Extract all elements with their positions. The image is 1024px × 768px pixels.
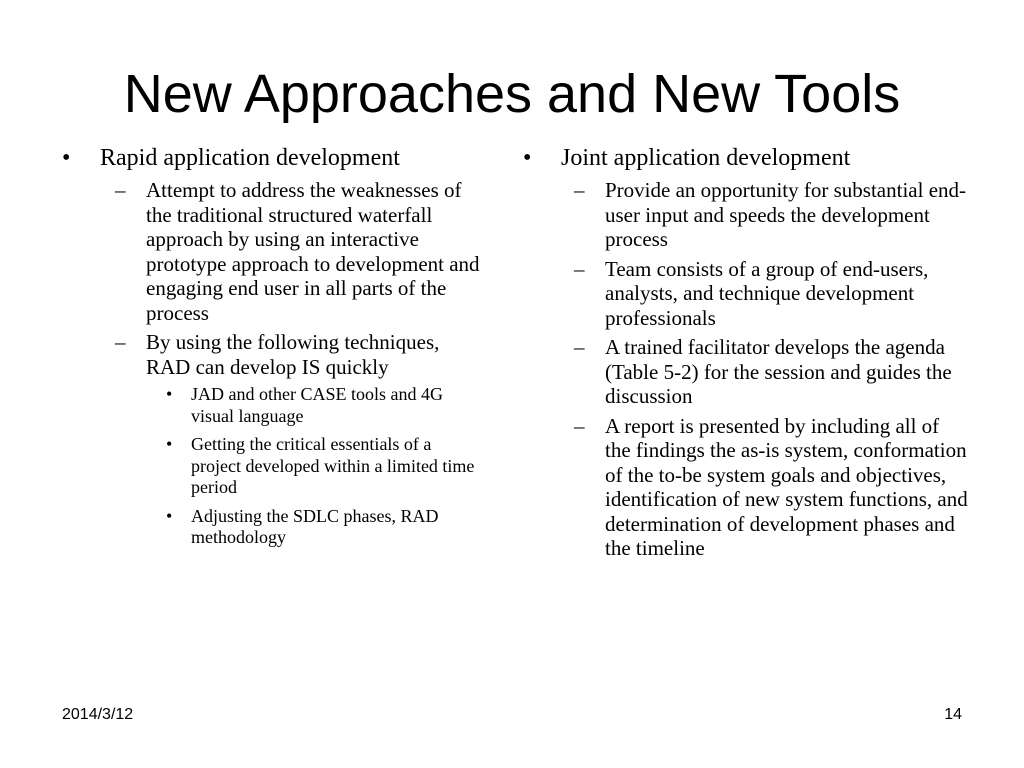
page-number: 14 xyxy=(944,706,962,723)
technique-text: Adjusting the SDLC phases, RAD methodology xyxy=(191,505,439,547)
rad-point-text: Attempt to address the weaknesses of the traditional structured waterfall approach by using an interactive prototype approach to development and engaging end user in all parts of the process xyxy=(146,178,480,325)
jad-point xyxy=(460,335,1024,409)
bullet-marker: • xyxy=(166,384,173,404)
technique-item xyxy=(0,506,500,549)
bullet-marker: • xyxy=(62,145,71,171)
bullet-marker: • xyxy=(523,145,532,171)
bullet-text: Rapid application development xyxy=(100,145,400,171)
bullet-text: Joint application development xyxy=(561,145,851,171)
dash-marker: – xyxy=(574,413,585,438)
technique-item xyxy=(0,434,500,499)
rad-point xyxy=(0,330,500,379)
slide-title: New Approaches and New Tools xyxy=(123,64,901,124)
jad-point xyxy=(460,414,1024,561)
jad-point xyxy=(460,178,1024,252)
jad-point-text: A trained facilitator develops the agenda (Table 5-2) for the session and guides the discussion xyxy=(605,335,952,408)
bullet-marker: • xyxy=(166,505,173,526)
bullet-rad xyxy=(0,144,500,173)
jad-point-text: Provide an opportunity for substantial end-user input and speeds the development process xyxy=(605,178,967,251)
bullet-marker: • xyxy=(166,434,173,454)
dash-marker: – xyxy=(574,256,585,281)
jad-point-text: Team consists of a group of end-users, analysts, and technique development professionals xyxy=(605,256,929,330)
footer-date: 2014/3/12 xyxy=(62,706,134,723)
rad-techniques-list xyxy=(0,384,500,549)
technique-text: Getting the critical essentials of a project developed within a limited time period xyxy=(191,434,475,497)
rad-point xyxy=(0,178,500,325)
rad-sublist xyxy=(0,178,500,549)
jad-point xyxy=(460,257,1024,331)
right-column xyxy=(460,144,1024,566)
dash-marker: – xyxy=(115,178,126,202)
technique-item xyxy=(0,384,500,427)
technique-text: JAD and other CASE tools and 4G visual language xyxy=(191,384,443,426)
rad-point-text: By using the following techniques, RAD can develop IS quickly xyxy=(146,330,440,379)
jad-point-text: A report is presented by including all of the findings the as-is system, conformation of the to-be system goals and objectives, identification of new system functions, and determination of development phases and the timeline xyxy=(605,413,968,560)
bullet-jad xyxy=(460,144,1024,173)
dash-marker: – xyxy=(574,335,585,359)
left-column xyxy=(0,144,500,556)
dash-marker: – xyxy=(115,330,126,354)
dash-marker: – xyxy=(574,178,585,202)
jad-sublist xyxy=(460,178,1024,561)
